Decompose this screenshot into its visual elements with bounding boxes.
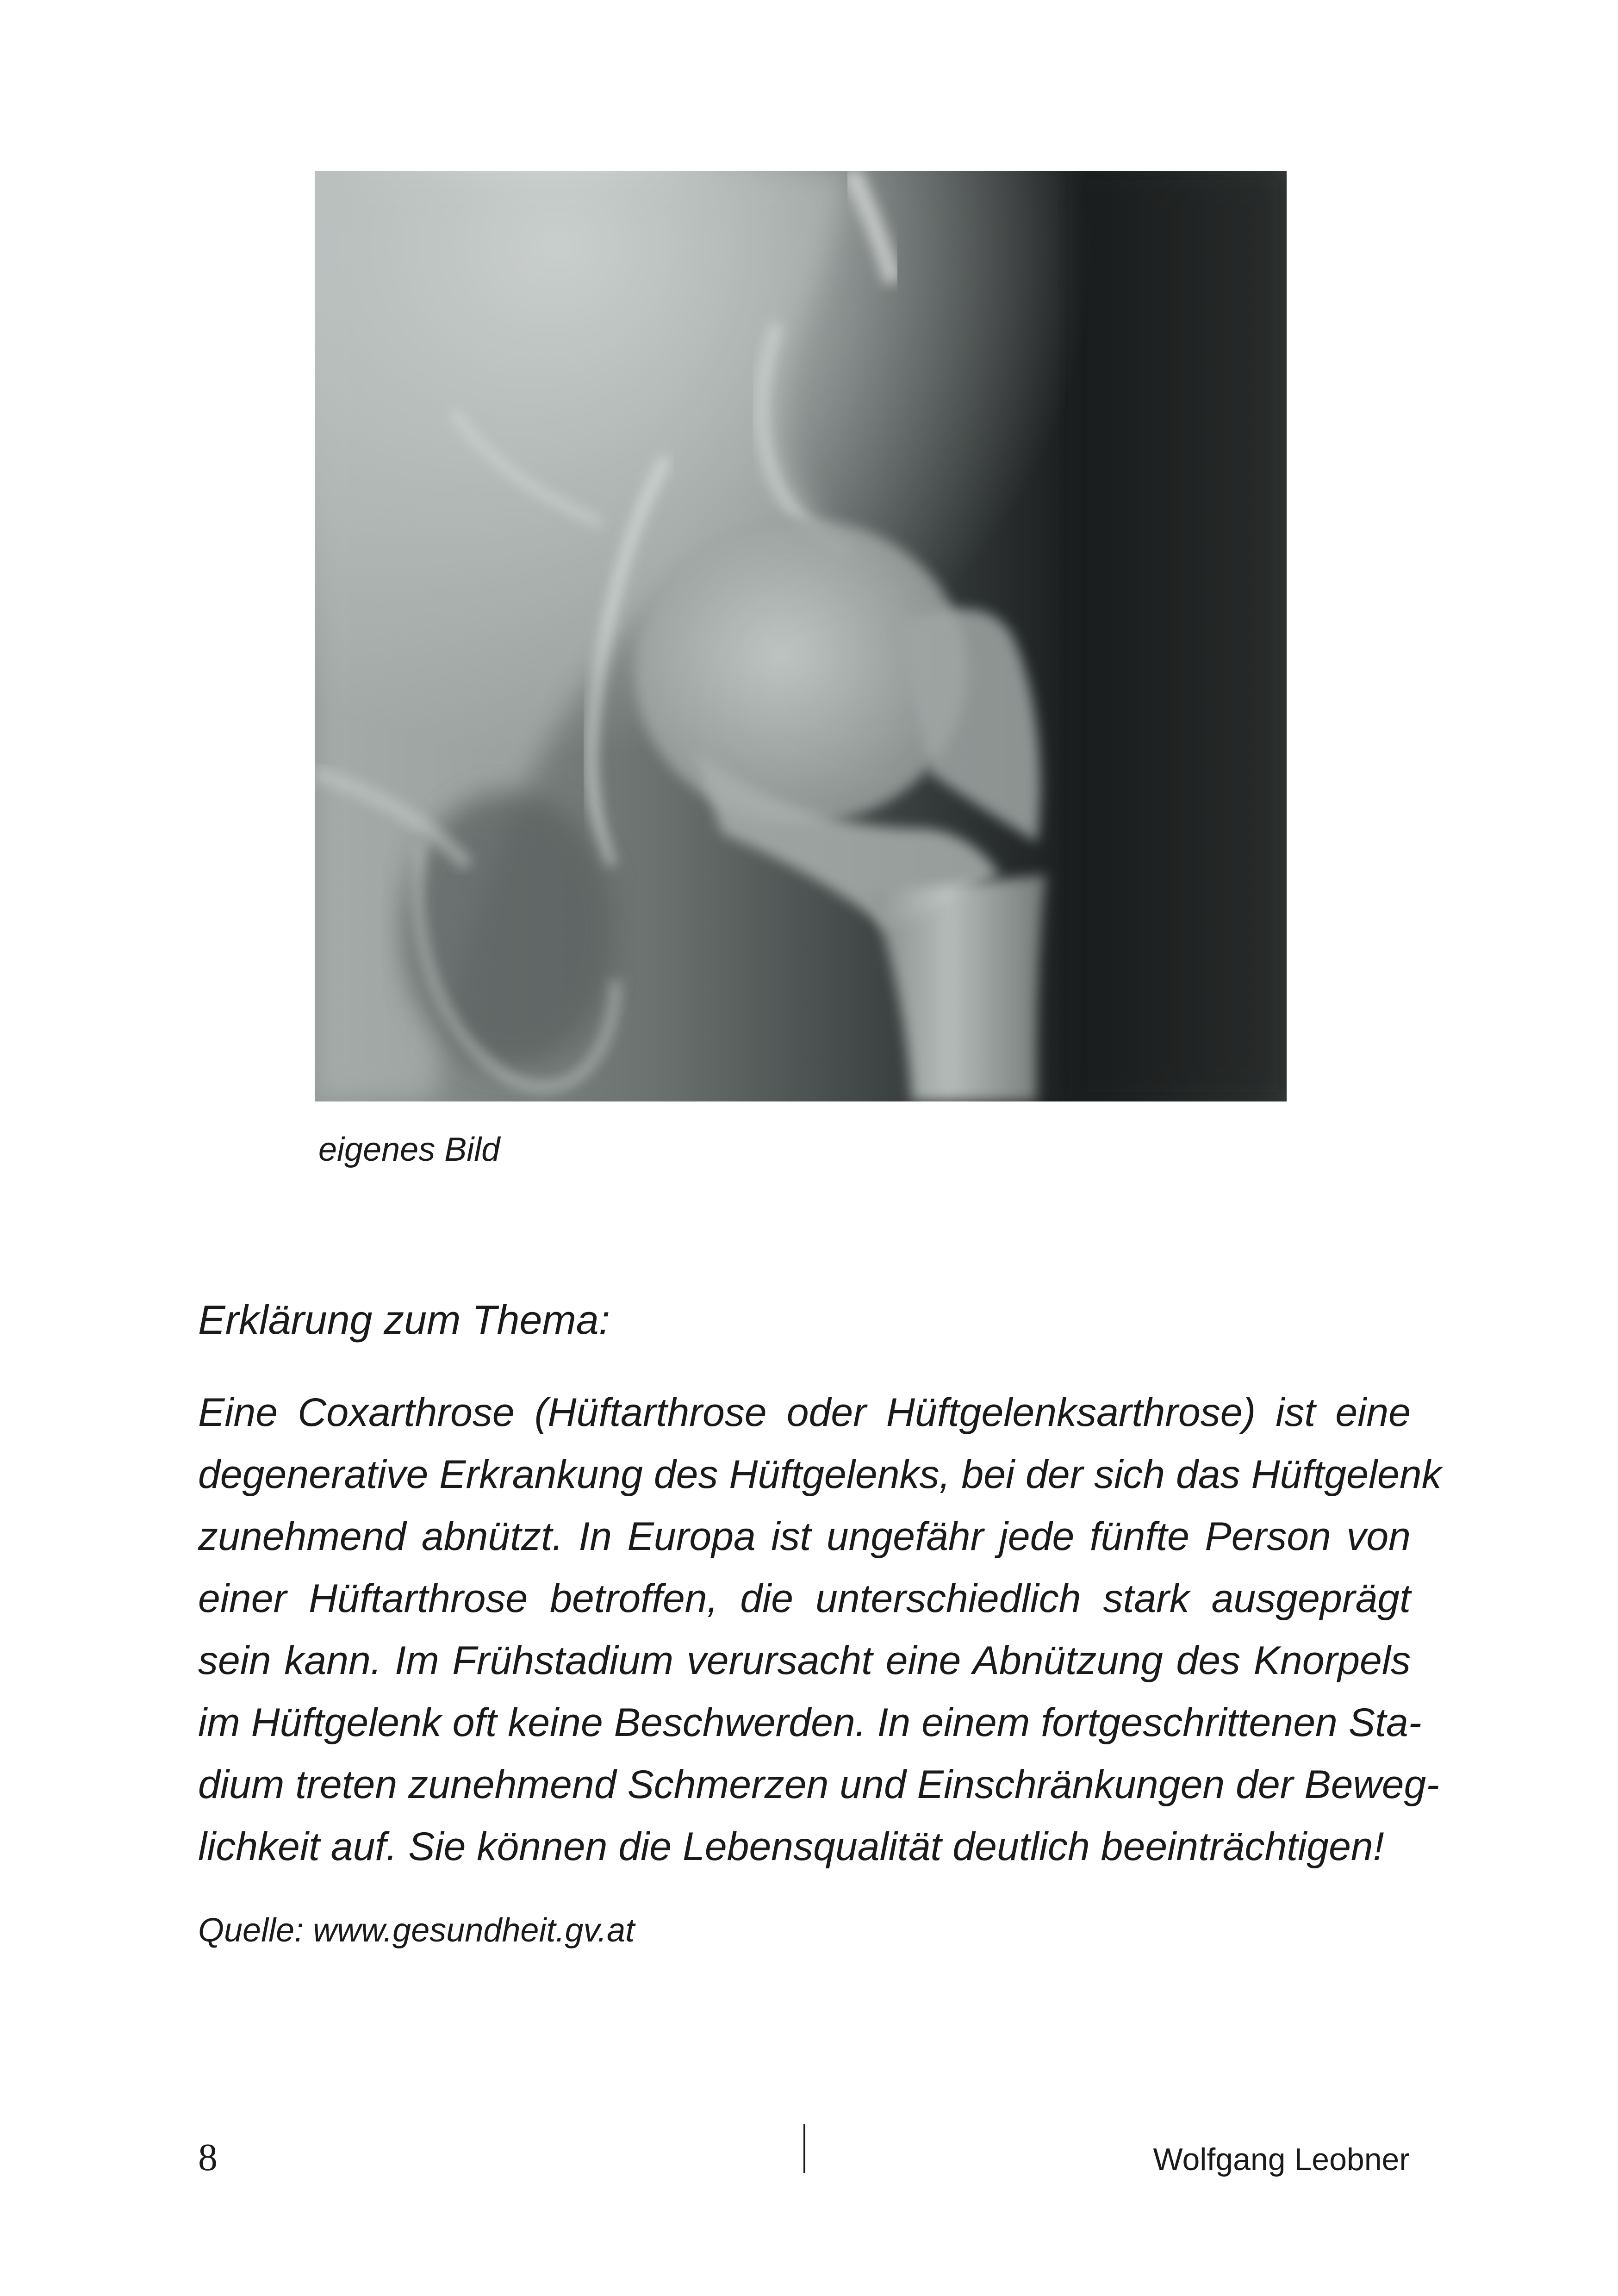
body-line: einer Hüftarthrose betroffen, die unterschiedlich stark ausgeprägt <box>198 1576 1411 1621</box>
body-line: Eine Coxarthrose (Hüftarthrose oder Hüftgelenksarthrose) ist eine <box>198 1390 1411 1435</box>
footer-divider <box>803 2124 805 2173</box>
source-citation: Quelle: www.gesundheit.gv.at <box>198 1912 635 1949</box>
page-number: 8 <box>198 2136 218 2179</box>
body-line: dium treten zunehmend Schmerzen und Einschränkungen der Beweg- <box>198 1762 1439 1807</box>
body-paragraph <box>198 1381 1442 1878</box>
image-caption: eigenes Bild <box>318 1131 500 1168</box>
body-line: sein kann. Im Frühstadium verursacht eine Abnützung des Knorpels <box>198 1638 1411 1683</box>
body-line: zunehmend abnützt. In Europa ist ungefähr jede fünfte Person von <box>198 1514 1411 1559</box>
body-line: degenerative Erkrankung des Hüftgelenks, bei der sich das Hüftgelenk <box>198 1452 1442 1497</box>
author-name: Wolfgang Leobner <box>1153 2142 1410 2177</box>
body-line: lichkeit auf. Sie können die Lebensqualität deutlich beeinträchtigen! <box>198 1824 1384 1869</box>
section-heading: Erklärung zum Thema: <box>198 1297 610 1343</box>
hip-xray-image <box>315 171 1287 1101</box>
body-line: im Hüftgelenk oft keine Beschwerden. In einem fortgeschrittenen Sta- <box>198 1700 1422 1745</box>
